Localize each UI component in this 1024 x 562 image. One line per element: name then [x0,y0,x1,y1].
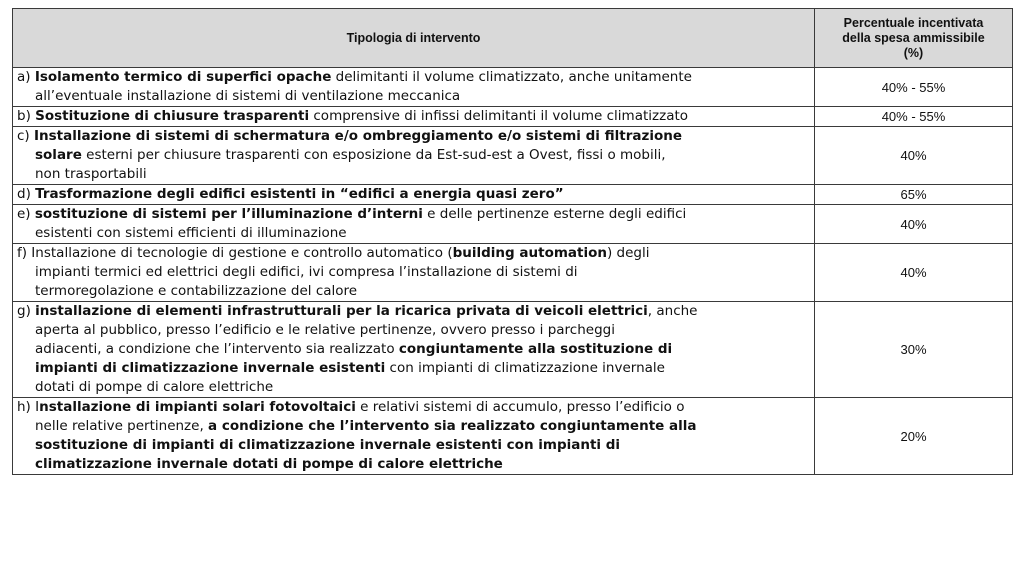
bold-text: Sostituzione di chiusure trasparenti [35,108,310,124]
description-line [17,107,808,126]
intervention-description [13,205,815,244]
text: ) degli [607,245,650,261]
table-body [13,68,1013,475]
bold-text: installazione di elementi infrastrutturali per la ricarica privata di veicoli elettrici [35,303,648,319]
description-line [17,436,808,455]
text: comprensive di infissi delimitanti il volume climatizzato [309,108,689,124]
bold-text: Trasformazione degli edifici esistenti in “edifici a energia quasi zero” [35,186,564,202]
bold-text: congiuntamente alla sostituzione di [398,341,673,357]
text: adiacenti, a condizione che l’intervento sia realizzato [35,341,399,357]
header-intervention-type: Tipologia di intervento [13,9,815,68]
text: termoregolazione e contabilizzazione del calore [35,283,358,299]
description-line [17,127,808,146]
intervention-description [13,68,815,107]
bold-text: building automation [452,245,607,261]
header-percentage-line: (%) [903,45,924,60]
text: d) [17,186,36,202]
incentive-percentage: 40% [815,205,1013,244]
description-line [17,244,808,263]
description-line [17,359,808,378]
description-line [17,302,808,321]
table-row [13,302,1013,398]
incentive-percentage: 65% [815,185,1013,205]
text: b) [17,108,36,124]
header-row [13,9,1013,68]
text: c) [17,128,34,144]
bold-text: Isolamento termico di superfici opache [34,69,332,85]
description-line [17,224,808,243]
text: non trasportabili [35,166,147,182]
text: delimitanti il volume climatizzato, anche unitamente [331,69,692,85]
description-line [17,87,808,106]
bold-text: solare [35,147,82,163]
intervention-description [13,398,815,475]
description-line [17,282,808,301]
description-line [17,321,808,340]
description-line [17,205,808,224]
text: nelle relative pertinenze, [35,418,209,434]
description-line [17,398,808,417]
text: all’eventuale installazione di sistemi di ventilazione meccanica [35,88,461,104]
table-row [13,68,1013,107]
table-row [13,205,1013,244]
text: h) I [17,399,40,415]
text: g) [17,303,36,319]
incentive-table [12,8,1013,475]
table-row [13,244,1013,302]
incentive-percentage: 40% - 55% [815,68,1013,107]
table-row [13,398,1013,475]
header-percentage-line: Percentuale incentivata [843,15,984,30]
intervention-description [13,185,815,205]
text: esistenti con sistemi efficienti di illuminazione [35,225,347,241]
bold-text: sostituzione di sistemi per l’illuminazione d’interni [34,206,423,222]
description-line [17,185,808,204]
table-row [13,185,1013,205]
text: esterni per chiusure trasparenti con esposizione da Est-sud-est a Ovest, fissi o mobili, [81,147,666,163]
description-line [17,455,808,474]
intervention-description [13,302,815,398]
bold-text: sostituzione di impianti di climatizzazione invernale esistenti con impianti di [35,437,621,453]
text: impianti termici ed elettrici degli edifici, ivi compresa l’installazione di sistemi di [35,264,578,280]
header-percentage [815,9,1013,68]
text: , anche [647,303,698,319]
bold-text: a condizione che l’intervento sia realizzato congiuntamente alla [208,418,697,434]
header-percentage-line: della spesa ammissibile [842,30,985,45]
description-line [17,68,808,87]
description-line [17,417,808,436]
text: e relativi sistemi di accumulo, presso l’edificio o [355,399,685,415]
description-line [17,146,808,165]
incentive-percentage: 40% [815,127,1013,185]
incentive-percentage: 30% [815,302,1013,398]
text: dotati di pompe di calore elettriche [35,379,274,395]
incentive-percentage: 40% [815,244,1013,302]
bold-text: impianti di climatizzazione invernale esistenti [35,360,386,376]
description-line [17,263,808,282]
table-row [13,127,1013,185]
description-line [17,340,808,359]
text: aperta al pubblico, presso l’edificio e le relative pertinenze, ovvero presso i parcheggi [35,322,615,338]
incentive-percentage: 40% - 55% [815,107,1013,127]
intervention-description [13,127,815,185]
text: e delle pertinenze esterne degli edifici [422,206,687,222]
text: e) [17,206,35,222]
intervention-description [13,244,815,302]
table-row [13,107,1013,127]
text: a) [17,69,35,85]
bold-text: nstallazione di impianti solari fotovoltaici [39,399,356,415]
bold-text: Installazione di sistemi di schermatura e/o ombreggiamento e/o sistemi di filtrazione [33,128,683,144]
incentive-percentage: 20% [815,398,1013,475]
bold-text: climatizzazione invernale dotati di pompe di calore elettriche [35,456,503,472]
text: con impianti di climatizzazione invernale [385,360,665,376]
description-line [17,378,808,397]
intervention-description [13,107,815,127]
text: f) Installazione di tecnologie di gestione e controllo automatico ( [17,245,453,261]
description-line [17,165,808,184]
